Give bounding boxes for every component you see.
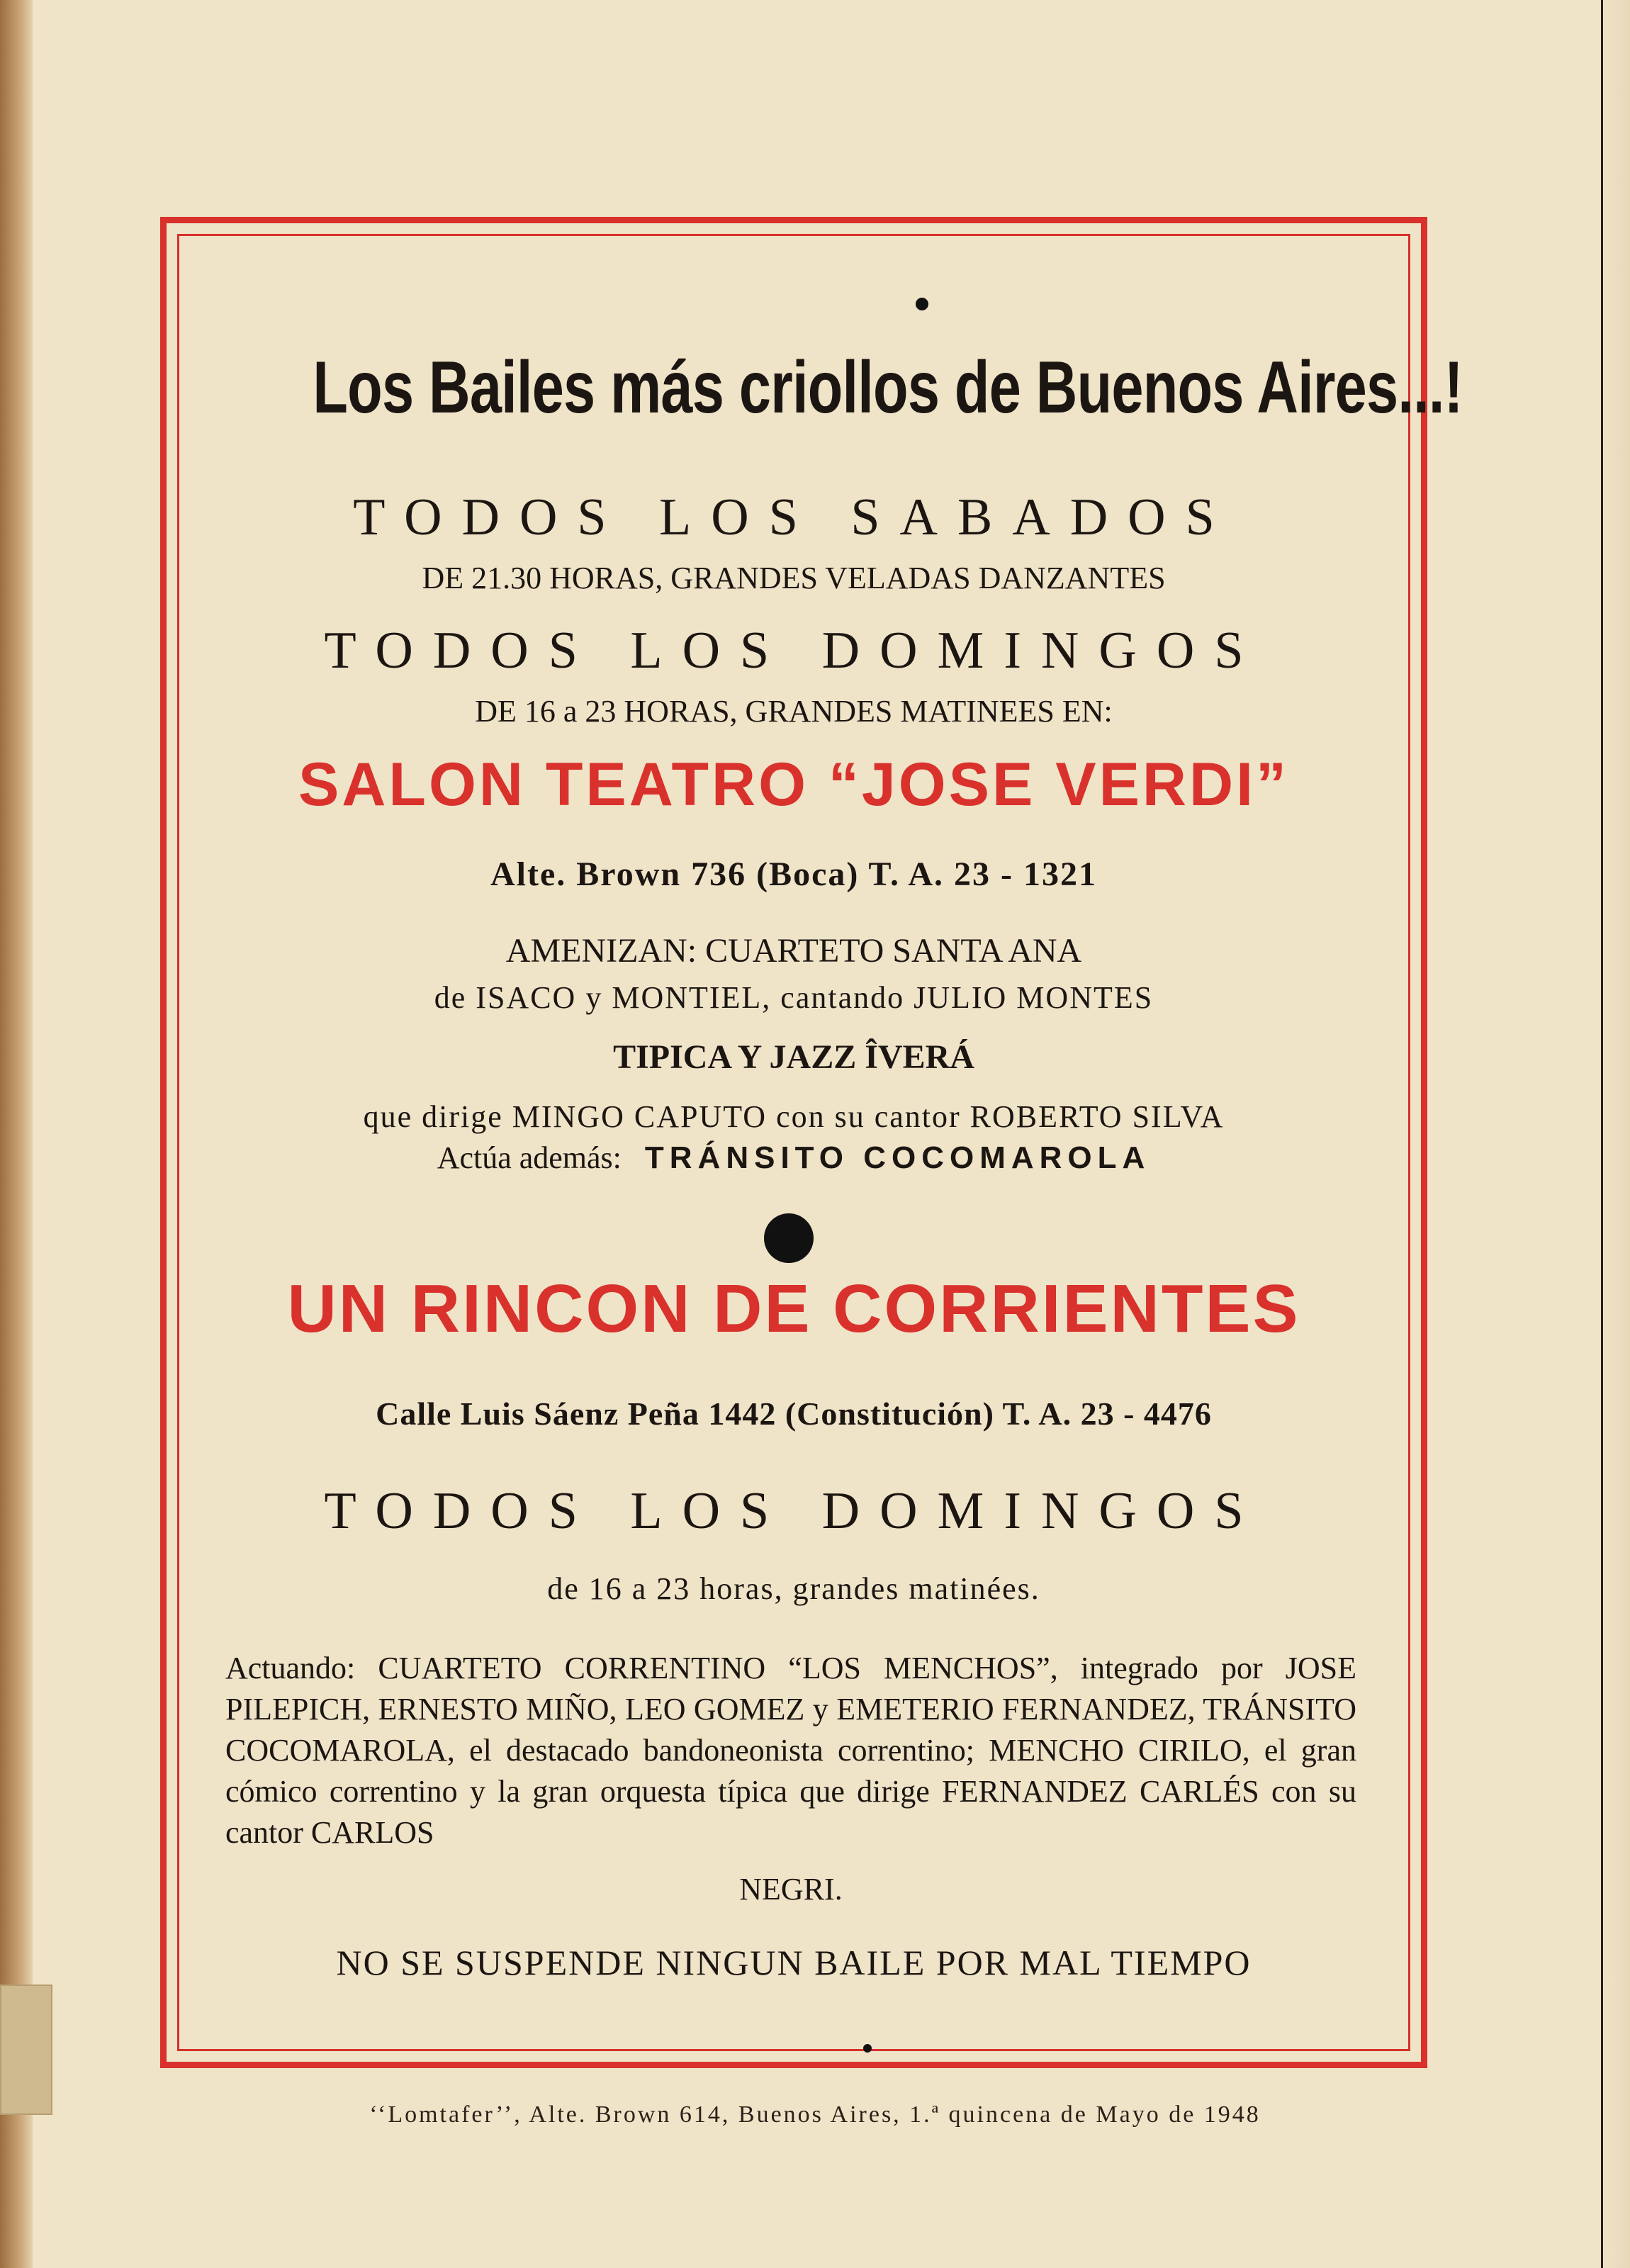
rincon-lineup-paragraph-end: NEGRI.	[739, 1872, 843, 1907]
rincon-venue-name: UN RINCON DE CORRIENTES	[287, 1271, 1300, 1347]
verdi-venue-name: SALON TEATRO “JOSE VERDI”	[298, 751, 1290, 819]
verdi-cuarteto-detail: de ISACO y MONTIEL, cantando JULIO MONTES	[434, 980, 1154, 1015]
printer-imprint-footer: ‘‘Lomtafer’’, Alte. Brown 614, Buenos Aires, 1.ª quincena de Mayo de 1948	[369, 2101, 1261, 2128]
bottom-bullet-dot	[863, 2044, 872, 2053]
rincon-address: Calle Luis Sáenz Peña 1442 (Constitución) T. A. 23 - 4476	[376, 1396, 1212, 1432]
verdi-sunday-detail: DE 16 a 23 HORAS, GRANDES MATINEES EN:	[475, 694, 1113, 729]
verdi-orchestra-detail: que dirige MINGO CAPUTO con su cantor ROBERTO SILVA	[363, 1099, 1225, 1134]
verdi-sunday-heading: TODOS LOS DOMINGOS	[324, 622, 1264, 680]
verdi-extra-line	[177, 1140, 1410, 1176]
saturday-heading: TODOS LOS SABADOS	[353, 488, 1235, 546]
page-spine-shadow	[0, 0, 33, 2268]
page-right-edge	[1601, 0, 1630, 2268]
verdi-extra-artist: TRÁNSITO COCOMAROLA	[644, 1140, 1151, 1175]
weather-notice: NO SE SUSPENDE NINGUN BAILE POR MAL TIEMPO	[336, 1943, 1252, 1982]
ad-headline: Los Bailes más criollos de Buenos Aires...!	[313, 347, 1463, 429]
page-tab-mark	[0, 1984, 52, 2115]
verdi-extra-label: Actúa además:	[437, 1140, 622, 1175]
verdi-orchestra: TIPICA Y JAZZ ÎVERÁ	[613, 1038, 974, 1076]
verdi-amenizan: AMENIZAN: CUARTETO SANTA ANA	[505, 932, 1082, 970]
saturday-detail: DE 21.30 HORAS, GRANDES VELADAS DANZANTES	[422, 561, 1166, 595]
verdi-address: Alte. Brown 736 (Boca) T. A. 23 - 1321	[490, 855, 1097, 893]
top-bullet-dot	[916, 298, 928, 310]
rincon-sunday-heading: TODOS LOS DOMINGOS	[324, 1482, 1264, 1540]
section-divider-dot	[764, 1213, 814, 1263]
rincon-lineup-paragraph: Actuando: CUARTETO CORRENTINO “LOS MENCHOS”, integrado por JOSE PILEPICH, ERNESTO MIÑO, LEO GOMEZ y EMETERIO FERNANDEZ, TRÁNSITO COCOMAROLA, el destacado bandoneonista correntino; MENCHO CIRILO, el gran cómico correntino y la gran orquesta típica que dirige FERNANDEZ CARLÉS con su cantor CARLOS	[225, 1651, 1356, 1850]
rincon-sunday-detail: de 16 a 23 horas, grandes matinées.	[547, 1571, 1040, 1606]
